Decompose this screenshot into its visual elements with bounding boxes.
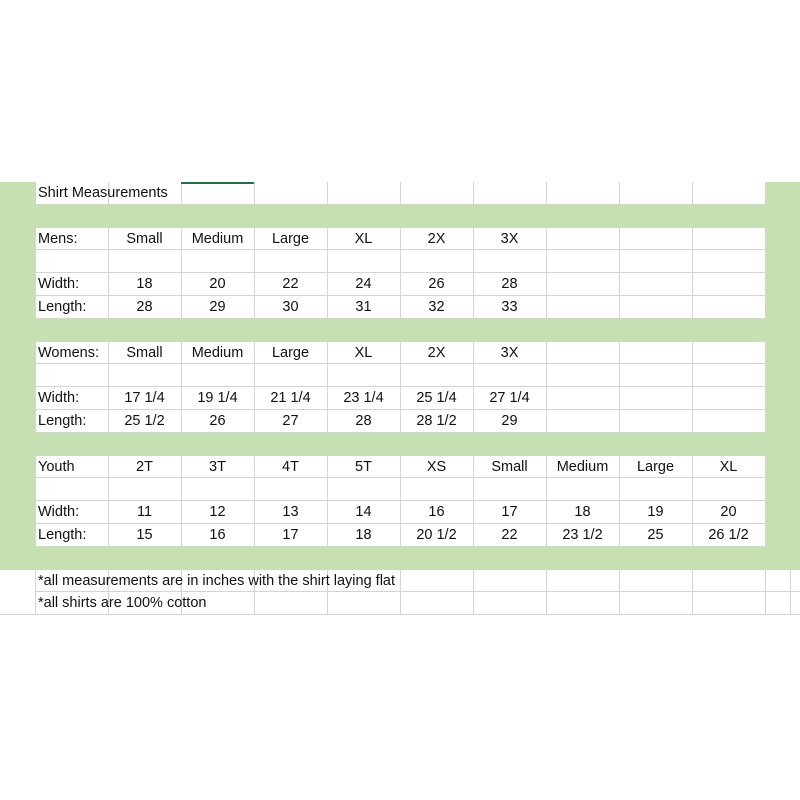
gridline: [254, 182, 255, 205]
gridline: [765, 501, 766, 524]
gridline: [473, 592, 474, 615]
measurement-cell[interactable]: 28: [355, 413, 372, 429]
gridline: [108, 250, 109, 273]
spreadsheet: [0, 182, 800, 618]
gridline: [254, 250, 255, 273]
gridline: [327, 592, 328, 615]
gridline: [765, 342, 766, 365]
gridline: [765, 364, 766, 387]
measurement-cell[interactable]: 11: [136, 504, 153, 521]
gridline: [546, 592, 547, 615]
size-header[interactable]: 2X: [427, 230, 446, 247]
measurement-cell[interactable]: 19 1/4: [197, 390, 238, 407]
size-header[interactable]: Medium: [191, 230, 244, 247]
measurement-cell[interactable]: 14: [355, 504, 372, 521]
gridline: [619, 387, 620, 410]
gridline: [765, 228, 766, 251]
measurement-cell[interactable]: 27 1/4: [489, 390, 530, 407]
gridline: [619, 182, 620, 205]
measurement-cell[interactable]: 25: [647, 527, 664, 543]
measurement-cell[interactable]: 28: [501, 276, 518, 293]
row-label[interactable]: Length:: [38, 413, 87, 429]
gridline: [619, 228, 620, 251]
measurement-cell[interactable]: 20: [720, 504, 737, 521]
gridline: [327, 182, 328, 205]
gridline: [473, 364, 474, 387]
gridline: [327, 478, 328, 501]
gridline: [692, 570, 693, 593]
gridline: [692, 273, 693, 296]
measurement-cell[interactable]: 17: [282, 527, 299, 543]
size-header[interactable]: Medium: [556, 458, 609, 475]
footnote: *all measurements are in inches with the shirt laying flat: [38, 572, 396, 589]
gridline: [108, 364, 109, 387]
gridline: [619, 364, 620, 387]
gridline: [546, 570, 547, 593]
gridline: [692, 182, 693, 205]
measurement-cell[interactable]: 16: [209, 527, 226, 543]
gridline: [546, 250, 547, 273]
size-header[interactable]: 2X: [427, 344, 446, 361]
size-header[interactable]: 3T: [209, 458, 226, 475]
gridline: [765, 410, 766, 433]
gridline: [692, 342, 693, 365]
size-header[interactable]: Large: [271, 230, 310, 247]
gridline: [765, 273, 766, 296]
gridline: [35, 250, 36, 273]
gridline: [546, 478, 547, 501]
measurement-cell[interactable]: 26: [209, 413, 226, 429]
measurement-cell[interactable]: 23 1/2: [562, 527, 603, 543]
measurement-cell[interactable]: 29: [501, 413, 518, 429]
measurement-cell[interactable]: 26: [428, 276, 445, 293]
size-header[interactable]: XL: [719, 458, 738, 475]
measurement-cell[interactable]: 28 1/2: [416, 413, 457, 429]
gridline: [546, 228, 547, 251]
gridline: [400, 570, 401, 593]
gridline: [692, 296, 693, 319]
measurement-cell[interactable]: 33: [501, 299, 518, 315]
gridline: [546, 387, 547, 410]
table-label[interactable]: Youth: [38, 458, 75, 475]
measurement-cell[interactable]: 25 1/2: [124, 413, 165, 429]
size-header[interactable]: Large: [271, 344, 310, 361]
size-header[interactable]: 4T: [282, 458, 299, 475]
row-label[interactable]: Width:: [38, 504, 80, 521]
gridline: [619, 250, 620, 273]
table-label[interactable]: Womens:: [38, 344, 99, 361]
gridline: [765, 456, 766, 479]
gridline: [473, 570, 474, 593]
gridline: [254, 478, 255, 501]
measurement-cell[interactable]: 30: [282, 299, 299, 315]
row-label[interactable]: Width:: [38, 276, 80, 293]
gridline: [546, 342, 547, 365]
measurement-cell[interactable]: 19: [647, 504, 664, 521]
measurement-cell[interactable]: 28: [136, 299, 153, 315]
gridline: [765, 182, 766, 205]
gridline: [254, 364, 255, 387]
gridline: [400, 592, 401, 615]
measurement-cell[interactable]: 25 1/4: [416, 390, 457, 407]
measurement-cell[interactable]: 26 1/2: [708, 527, 749, 543]
gridline: [473, 250, 474, 273]
gridline: [619, 342, 620, 365]
measurement-cell[interactable]: 29: [209, 299, 226, 315]
gridline: [692, 387, 693, 410]
gridline: [473, 182, 474, 205]
gridline: [790, 570, 791, 593]
measurement-cell[interactable]: 18: [136, 276, 153, 293]
size-header[interactable]: 3X: [500, 230, 519, 247]
gridline: [400, 250, 401, 273]
size-header[interactable]: 5T: [355, 458, 372, 475]
measurement-cell[interactable]: 17 1/4: [124, 390, 165, 407]
gridline: [400, 364, 401, 387]
measurement-cell[interactable]: 22: [282, 276, 299, 293]
gridline: [181, 182, 182, 205]
measurement-cell[interactable]: 22: [501, 527, 518, 543]
gridline: [619, 592, 620, 615]
gridline: [181, 250, 182, 273]
row-label[interactable]: Length:: [38, 299, 87, 315]
gridline: [619, 478, 620, 501]
size-header[interactable]: Medium: [191, 344, 244, 361]
active-cell-indicator: [181, 182, 254, 184]
table-label[interactable]: Mens:: [38, 230, 78, 247]
size-header[interactable]: 3X: [500, 344, 519, 361]
gridline: [108, 478, 109, 501]
size-header[interactable]: 2T: [136, 458, 153, 475]
size-header[interactable]: Small: [126, 230, 163, 247]
gridline: [619, 273, 620, 296]
gridline: [327, 364, 328, 387]
row-label[interactable]: Length:: [38, 527, 87, 543]
footnote: *all shirts are 100% cotton: [38, 595, 207, 612]
gridline: [400, 182, 401, 205]
size-header[interactable]: XL: [354, 344, 373, 361]
measurement-cell[interactable]: 16: [428, 504, 445, 521]
gridline: [546, 273, 547, 296]
row-label[interactable]: Width:: [38, 390, 80, 407]
size-header[interactable]: Small: [126, 344, 163, 361]
gridline: [765, 250, 766, 273]
measurement-cell[interactable]: 23 1/4: [343, 390, 384, 407]
measurement-cell[interactable]: 13: [282, 504, 299, 521]
size-header[interactable]: XL: [354, 230, 373, 247]
measurement-cell[interactable]: 21 1/4: [270, 390, 311, 407]
gridline: [619, 570, 620, 593]
measurement-cell[interactable]: 18: [355, 527, 372, 543]
gridline: [400, 478, 401, 501]
gridline: [327, 250, 328, 273]
measurement-cell[interactable]: 15: [136, 527, 153, 543]
gridline: [692, 250, 693, 273]
measurement-cell[interactable]: 32: [428, 299, 445, 315]
gridline: [692, 410, 693, 433]
gridline: [546, 182, 547, 205]
gridline: [181, 364, 182, 387]
gridline: [692, 478, 693, 501]
gridline: [546, 410, 547, 433]
gridline: [546, 364, 547, 387]
gridline: [619, 296, 620, 319]
gridline: [765, 524, 766, 547]
size-header[interactable]: Small: [491, 458, 528, 475]
gridline: [692, 228, 693, 251]
measurement-cell[interactable]: 31: [355, 299, 372, 315]
measurement-cell[interactable]: 20: [209, 276, 226, 293]
gridline: [692, 592, 693, 615]
gridline: [619, 410, 620, 433]
measurement-cell[interactable]: 20 1/2: [416, 527, 457, 543]
gridline: [35, 364, 36, 387]
gridline: [765, 296, 766, 319]
gridline: [692, 364, 693, 387]
gridline: [790, 592, 791, 615]
measurement-cell[interactable]: 24: [355, 276, 372, 293]
gridline: [765, 478, 766, 501]
size-header[interactable]: Large: [636, 458, 675, 475]
gridline: [765, 570, 766, 593]
gridline: [254, 592, 255, 615]
sheet-title: Shirt Measurements: [38, 185, 168, 201]
gridline: [765, 387, 766, 410]
size-header[interactable]: XS: [426, 458, 447, 475]
measurement-cell[interactable]: 12: [209, 504, 226, 521]
measurement-cell[interactable]: 17: [501, 504, 518, 521]
measurement-cell[interactable]: 27: [282, 413, 299, 429]
gridline: [765, 592, 766, 615]
gridline: [546, 296, 547, 319]
gridline: [35, 478, 36, 501]
measurement-cell[interactable]: 18: [574, 504, 591, 521]
gridline: [181, 478, 182, 501]
gridline: [473, 478, 474, 501]
